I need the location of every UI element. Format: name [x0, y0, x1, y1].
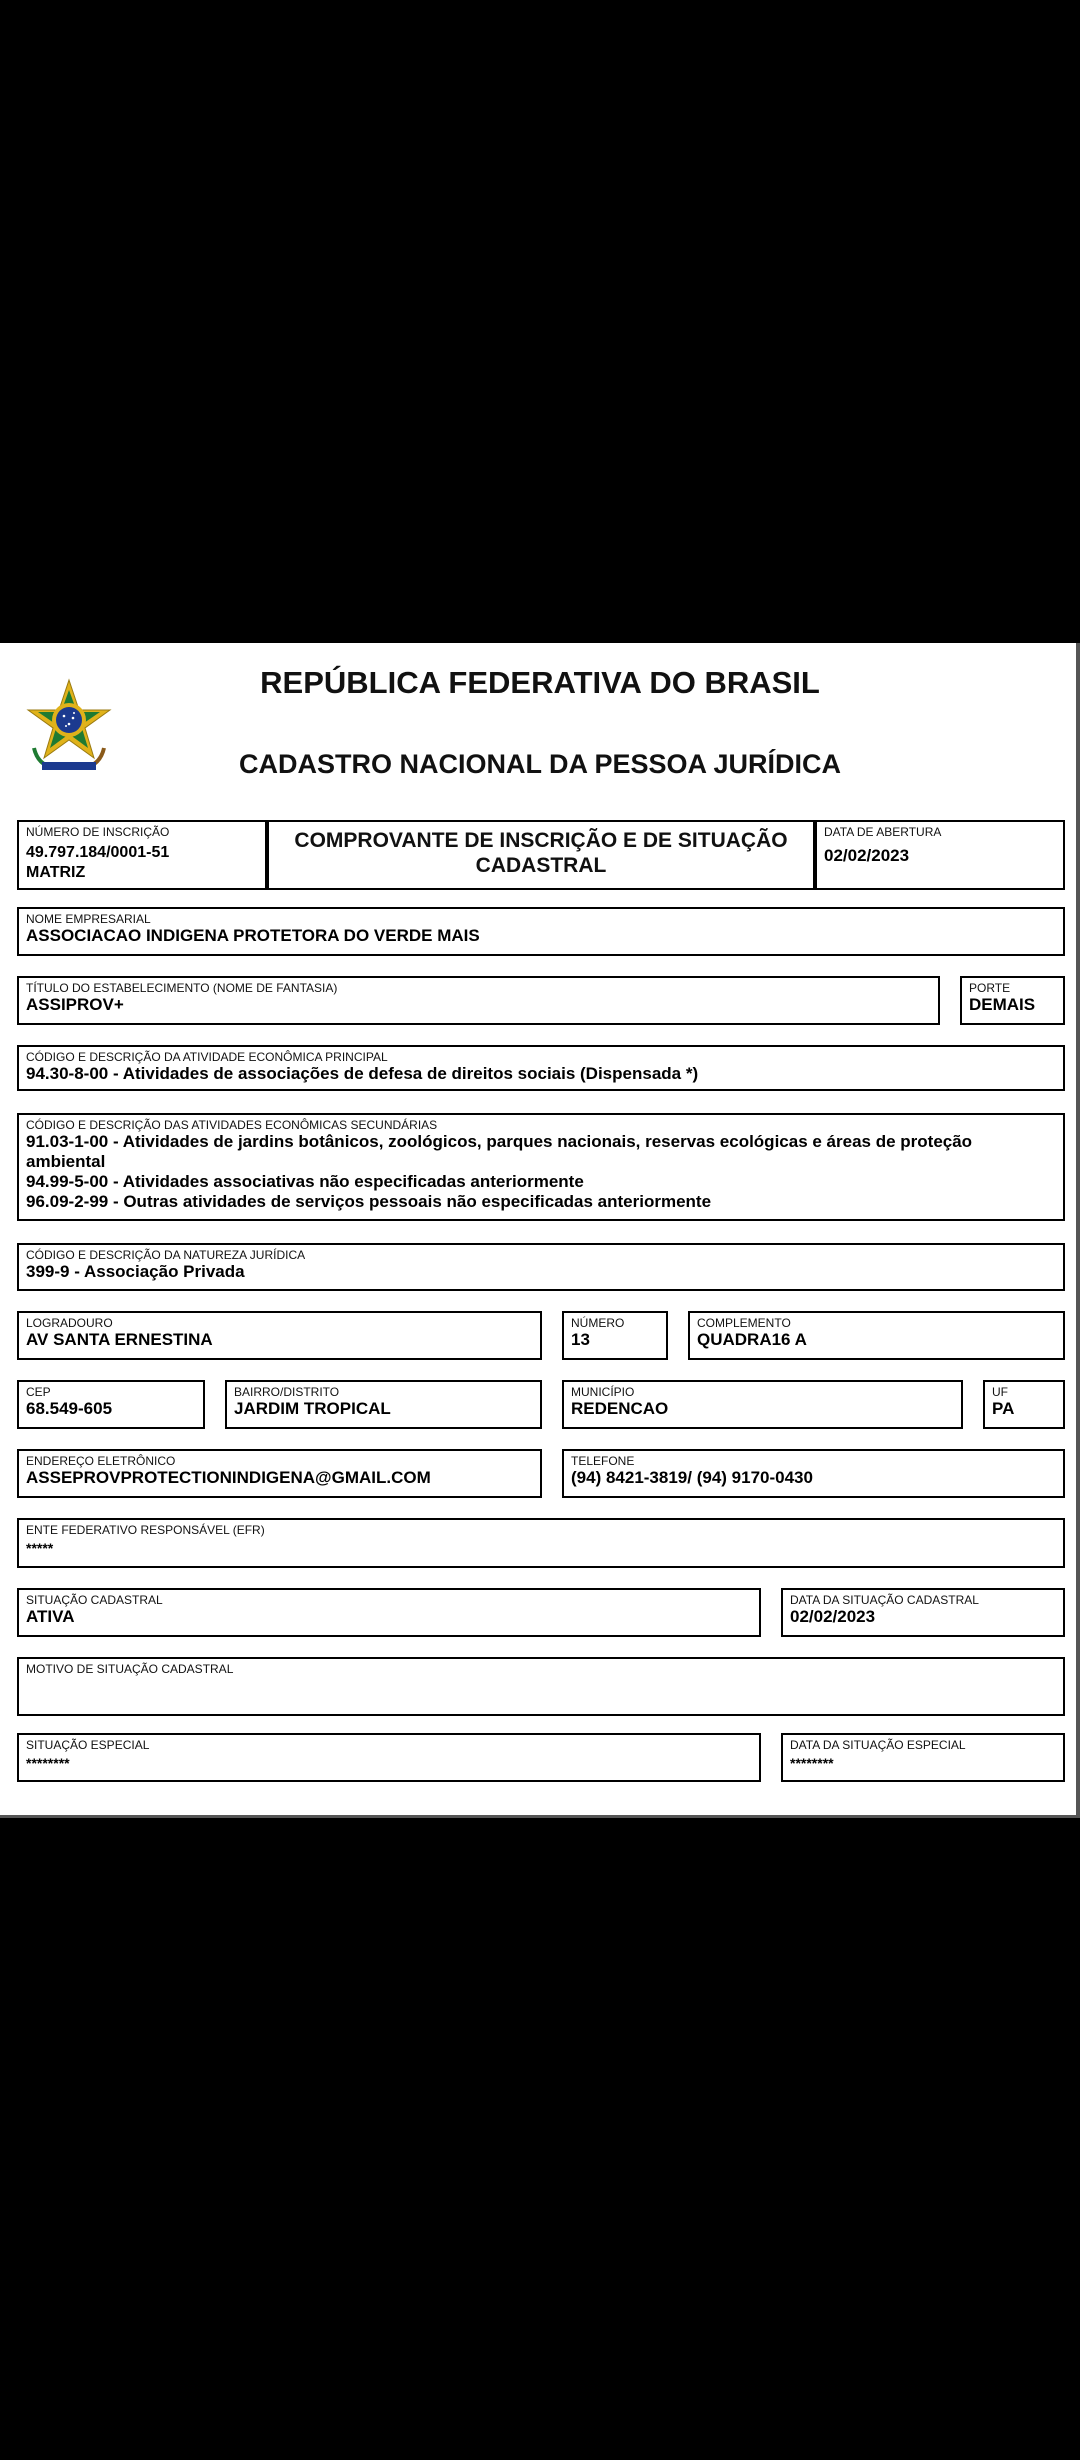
- nome-empresarial-value: ASSOCIACAO INDIGENA PROTETORA DO VERDE MAIS: [26, 926, 480, 945]
- uf-label: UF: [992, 1385, 1008, 1399]
- atividade-secundaria-item: 91.03-1-00 - Atividades de jardins botânicos, zoológicos, parques nacionais, reservas ecológicas e áreas de proteção ambiental: [26, 1132, 973, 1171]
- porte-label: PORTE: [969, 981, 1011, 995]
- atividade-secundaria-item: 96.09-2-99 - Outras atividades de serviços pessoais não especificadas anteriormente: [26, 1192, 712, 1211]
- bairro-value: JARDIM TROPICAL: [234, 1399, 391, 1418]
- comprovante-title: COMPROVANTE DE INSCRIÇÃO E DE SITUAÇÃO CADASTRAL: [294, 829, 788, 877]
- situacao-especial-value: ********: [26, 1755, 70, 1771]
- efr-value: *****: [26, 1540, 54, 1556]
- telefone-label: TELEFONE: [571, 1454, 635, 1468]
- telefone-box: [562, 1449, 1065, 1498]
- porte-value: DEMAIS: [969, 995, 1036, 1014]
- data-situacao-box: [781, 1588, 1065, 1637]
- data-abertura-box: [815, 820, 1065, 890]
- telefone-value: (94) 8421-3819/ (94) 9170-0430: [571, 1468, 813, 1487]
- data-situacao-especial-value: ********: [790, 1755, 834, 1771]
- logradouro-label: LOGRADOURO: [26, 1316, 113, 1330]
- data-situacao-value: 02/02/2023: [790, 1607, 876, 1626]
- data-abertura-value: 02/02/2023: [824, 846, 910, 865]
- complemento-label: COMPLEMENTO: [697, 1316, 791, 1330]
- atividade-secundaria-item: 94.99-5-00 - Atividades associativas não especificadas anteriormente: [26, 1172, 584, 1191]
- uf-value: PA: [992, 1399, 1015, 1418]
- situacao-cadastral-box: [17, 1588, 761, 1637]
- nome-empresarial-box: [17, 907, 1065, 956]
- natureza-juridica-box: [17, 1243, 1065, 1291]
- cnpj-document: [0, 643, 1080, 1818]
- data-situacao-label: DATA DA SITUAÇÃO CADASTRAL: [790, 1593, 979, 1607]
- atividades-secundarias-label: CÓDIGO E DESCRIÇÃO DAS ATIVIDADES ECONÔMICAS SECUNDÁRIAS: [26, 1118, 438, 1132]
- document-right-border: [1076, 643, 1080, 1818]
- complemento-box: [688, 1311, 1065, 1360]
- document-bottom-border: [0, 1815, 1080, 1818]
- municipio-label: MUNICÍPIO: [571, 1385, 635, 1399]
- atividade-principal-label: CÓDIGO E DESCRIÇÃO DA ATIVIDADE ECONÔMICA PRINCIPAL: [26, 1050, 388, 1064]
- atividade-principal-box: [17, 1045, 1065, 1091]
- situacao-cadastral-value: ATIVA: [26, 1607, 75, 1626]
- bairro-box: [225, 1380, 542, 1429]
- situacao-cadastral-label: SITUAÇÃO CADASTRAL: [26, 1593, 163, 1607]
- atividades-secundarias-box: [17, 1113, 1065, 1221]
- numero-inscricao-label: NÚMERO DE INSCRIÇÃO: [26, 825, 170, 839]
- document-title: REPÚBLICA FEDERATIVA DO BRASIL: [260, 665, 820, 700]
- document-subtitle: CADASTRO NACIONAL DA PESSOA JURÍDICA: [238, 749, 842, 779]
- cep-box: [17, 1380, 205, 1429]
- uf-box: [983, 1380, 1065, 1429]
- motivo-situacao-box: [17, 1657, 1065, 1716]
- cep-label: CEP: [26, 1385, 51, 1399]
- atividade-principal-value: 94.30-8-00 - Atividades de associações de defesa de direitos sociais (Dispensada *): [26, 1064, 699, 1083]
- titulo-estabelecimento-box: [17, 976, 940, 1025]
- efr-label: ENTE FEDERATIVO RESPONSÁVEL (EFR): [26, 1523, 265, 1537]
- municipio-box: [562, 1380, 963, 1429]
- cep-value: 68.549-605: [26, 1399, 113, 1418]
- natureza-juridica-label: CÓDIGO E DESCRIÇÃO DA NATUREZA JURÍDICA: [26, 1248, 306, 1262]
- numero-box: [562, 1311, 668, 1360]
- motivo-situacao-label: MOTIVO DE SITUAÇÃO CADASTRAL: [26, 1662, 234, 1676]
- situacao-especial-box: [17, 1733, 761, 1782]
- data-situacao-especial-label: DATA DA SITUAÇÃO ESPECIAL: [790, 1738, 966, 1752]
- municipio-value: REDENCAO: [571, 1399, 669, 1418]
- email-box: [17, 1449, 542, 1498]
- titulo-estabelecimento-label: TÍTULO DO ESTABELECIMENTO (NOME DE FANTASIA): [26, 981, 338, 995]
- porte-box: [960, 976, 1065, 1025]
- situacao-especial-label: SITUAÇÃO ESPECIAL: [26, 1738, 150, 1752]
- tipo-estabelecimento-value: MATRIZ: [26, 864, 86, 881]
- numero-inscricao-box: [17, 820, 267, 890]
- complemento-value: QUADRA16 A: [697, 1330, 807, 1349]
- numero-label: NÚMERO: [571, 1316, 625, 1330]
- comprovante-box: [267, 820, 815, 890]
- nome-empresarial-label: NOME EMPRESARIAL: [26, 912, 151, 926]
- efr-box: [17, 1518, 1065, 1568]
- data-abertura-label: DATA DE ABERTURA: [824, 825, 942, 839]
- logradouro-box: [17, 1311, 542, 1360]
- logradouro-value: AV SANTA ERNESTINA: [26, 1330, 213, 1349]
- natureza-juridica-value: 399-9 - Associação Privada: [26, 1262, 245, 1281]
- numero-value: 13: [571, 1330, 590, 1349]
- data-situacao-especial-box: [781, 1733, 1065, 1782]
- email-label: ENDEREÇO ELETRÔNICO: [26, 1454, 176, 1468]
- titulo-estabelecimento-value: ASSIPROV+: [26, 995, 124, 1014]
- numero-inscricao-value: 49.797.184/0001-51: [26, 844, 170, 861]
- bairro-label: BAIRRO/DISTRITO: [234, 1385, 340, 1399]
- email-value: ASSEPROVPROTECTIONINDIGENA@GMAIL.COM: [26, 1468, 431, 1487]
